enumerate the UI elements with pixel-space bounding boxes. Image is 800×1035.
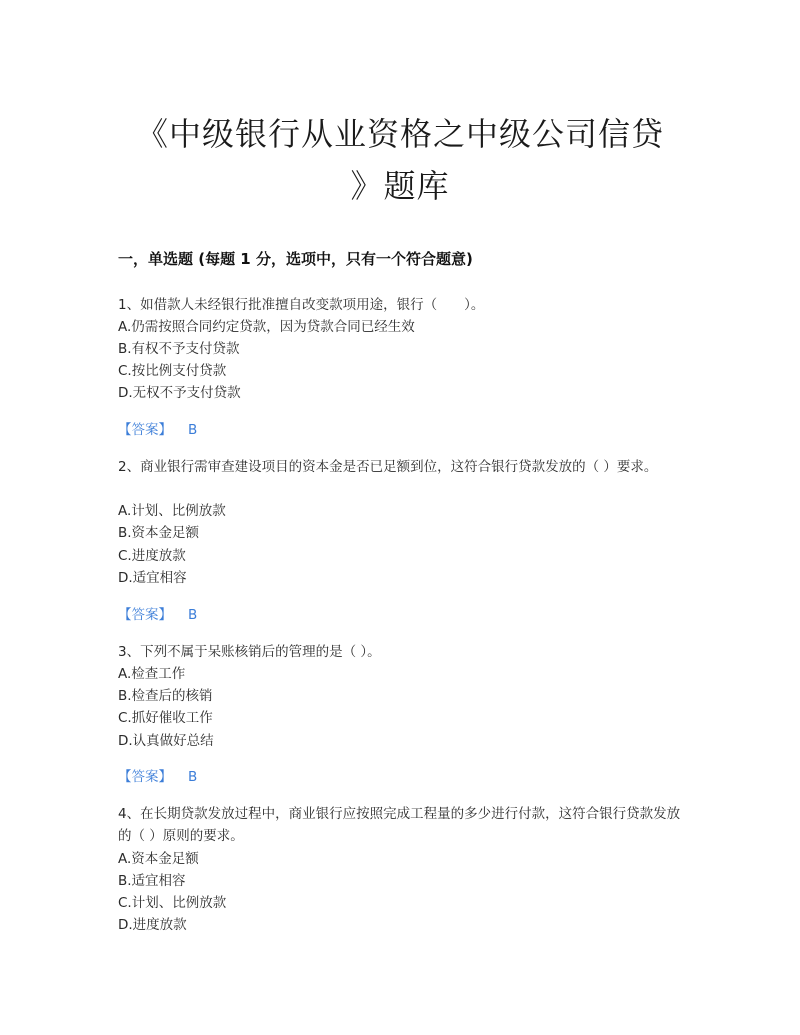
question-4-text: 4、在长期贷款发放过程中，商业银行应按照完成工程量的多少进行付款，这符合银行贷款发放的（ ）原则的要求。 [118,806,681,844]
question-2-option-c: C.进度放款 [118,548,186,564]
answer-value: B [188,769,198,785]
question-3-option-a: A.检查工作 [118,666,186,682]
question-1-answer [118,419,197,441]
question-3-option-c: C.抓好催收工作 [118,710,213,726]
answer-label: 【答案】 [118,607,172,623]
answer-label: 【答案】 [118,769,172,785]
question-4-option-a: A.资本金足额 [118,851,199,867]
question-1-text: 1、如借款人未经银行批准擅自改变款项用途，银行（ ）。 [118,297,485,313]
answer-value: B [188,422,198,438]
title-line-2: 》题库 [350,167,450,205]
question-1-option-c: C.按比例支付贷款 [118,363,227,379]
question-4-option-c: C.计划、比例放款 [118,895,227,911]
question-3-answer [118,766,197,788]
title-line-1: 《中级银行从业资格之中级公司信贷 [135,115,664,153]
question-1-option-d: D.无权不予支付贷款 [118,385,241,401]
section-heading: 一，单选题 (每题 1 分，选项中，只有一个符合题意) [118,250,473,268]
question-3-option-d: D.认真做好总结 [118,733,214,749]
question-1-option-b: B.有权不予支付贷款 [118,341,240,357]
document-title [100,108,700,212]
question-2-option-d: D.适宜相容 [118,570,187,586]
question-1-option-a: A.仍需按照合同约定贷款，因为贷款合同已经生效 [118,319,415,335]
question-2-option-b: B.资本金足额 [118,525,200,541]
answer-label: 【答案】 [118,422,172,438]
question-2-option-a: A.计划、比例放款 [118,503,226,519]
question-4-option-d: D.进度放款 [118,917,187,933]
question-3-option-b: B.检查后的核销 [118,688,213,704]
question-2-text: 2、商业银行需审查建设项目的资本金是否已足额到位，这符合银行贷款发放的（ ）要求。 [118,459,658,475]
question-4-option-b: B.适宜相容 [118,873,186,889]
question-2-answer [118,604,197,626]
answer-value: B [188,607,198,623]
question-3-text: 3、下列不属于呆账核销后的管理的是（ ）。 [118,644,381,660]
